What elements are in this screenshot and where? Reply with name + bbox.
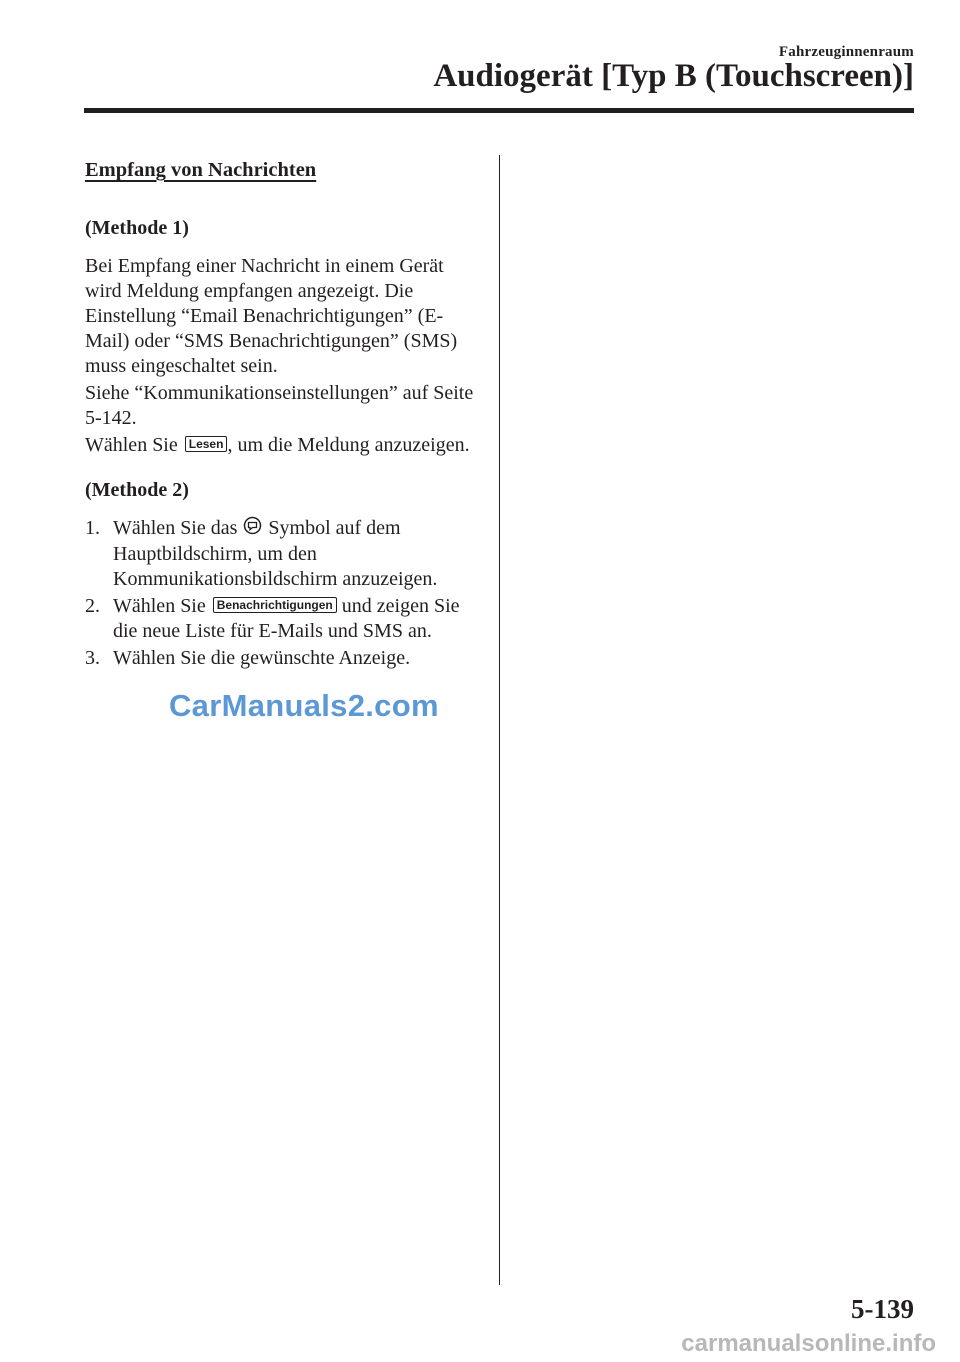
method1-reference: Siehe “Kommunikationseinstellungen” auf Seite 5-142. [85,382,474,429]
step-text-pre: Wählen Sie das [113,517,243,539]
method1-title: (Methode 1) [85,217,189,239]
footer-watermark: carmanualsonline.info [681,1330,936,1357]
method1-instruction [85,433,480,458]
section-title: Empfang von Nachrichten [85,159,317,181]
step-text-post: Symbol auf dem Hauptbildschirm, um den Kommunikationsbildschirm anzuzeigen. [113,517,438,590]
step-number: 1. [85,517,100,539]
method2-title: (Methode 2) [85,479,189,501]
header-rule [84,108,914,113]
section-header: Fahrzeuginnenraum [778,44,914,60]
read-button: Lesen [185,436,228,452]
method1-paragraph: Bei Empfang einer Nachricht in einem Gerät wird Meldung empfangen angezeigt. Die Einstellung “Email Benachrichtigungen” (E-Mail) oder “SMS Benachrichtigungen” (SMS) muss eingeschaltet sein. [85,255,458,377]
instruction-text-pre: Wählen Sie [85,434,183,456]
step-number: 2. [85,595,100,617]
notifications-button: Benachrichtigungen [213,597,337,613]
list-item [85,516,480,592]
communication-icon [243,516,262,542]
step-number: 3. [85,647,100,669]
main-column [85,158,480,673]
step-text-post: und zeigen Sie die neue Liste für E-Mails und SMS an. [113,595,460,642]
page-number: 5-139 [851,1294,914,1324]
step-text: Wählen Sie die gewünschte Anzeige. [113,647,411,669]
list-item [85,646,480,671]
list-item [85,594,480,644]
steps-list [85,516,480,671]
column-divider [499,155,500,1285]
watermark: CarManuals2.com [169,688,439,723]
instruction-text-post: , um die Meldung anzuzeigen. [227,434,470,456]
step-text-pre: Wählen Sie [113,595,211,617]
page-title: Audiogerät [Typ B (Touchscreen)] [433,58,914,94]
